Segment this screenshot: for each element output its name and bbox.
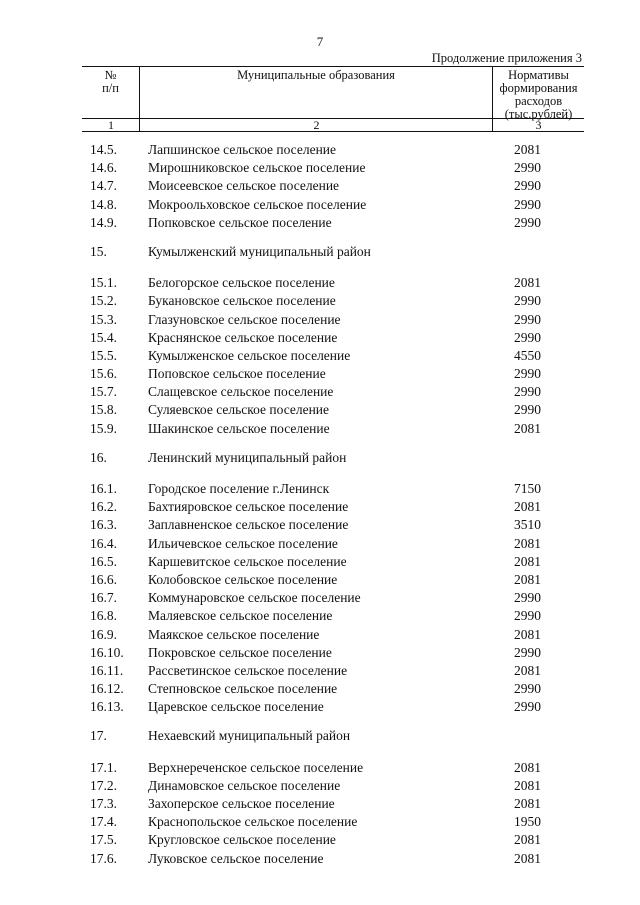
row-number: 15. (90, 243, 107, 259)
municipality-name: Белогорское сельское поселение (148, 275, 335, 291)
norm-value: 2990 (514, 366, 541, 382)
norm-value: 2990 (514, 590, 541, 606)
norm-value: 2081 (514, 142, 541, 157)
row-number: 15.3. (90, 311, 117, 327)
row-number: 14.9. (90, 214, 117, 230)
row-number: 15.8. (90, 402, 117, 418)
norm-value: 2990 (514, 311, 541, 327)
table-row (0, 777, 640, 795)
norm-value: 2990 (514, 384, 541, 400)
norm-value: 2990 (514, 214, 541, 230)
norm-value: 2081 (514, 850, 541, 866)
municipality-name: Слащевское сельское поселение (148, 384, 334, 400)
table-row (0, 813, 640, 831)
header-col-municipality: Муниципальные образования (140, 67, 493, 131)
norm-value: 2081 (514, 499, 541, 515)
municipality-name: Покровское сельское поселение (148, 644, 332, 660)
row-number: 16. (90, 449, 107, 465)
header-col-norms: Нормативы формирования расходов (тыс.рублей) (499, 68, 578, 121)
municipality-name: Поповское сельское поселение (148, 366, 326, 382)
norm-value: 2990 (514, 178, 541, 194)
table-row (0, 365, 640, 383)
table-row (0, 177, 640, 195)
municipality-name: Маякское сельское поселение (148, 626, 320, 642)
row-number: 17.5. (90, 832, 117, 848)
norm-value: 7150 (514, 481, 541, 496)
municipality-name: Лапшинское сельское поселение (148, 142, 337, 157)
table-row (0, 680, 640, 698)
row-number: 16.13. (90, 699, 124, 715)
row-number: 16.8. (90, 608, 117, 624)
row-number: 16.10. (90, 644, 124, 660)
municipality-name: Городское поселение г.Ленинск (148, 481, 330, 496)
table-row (0, 498, 640, 516)
municipality-name: Краснопольское сельское поселение (148, 814, 358, 830)
row-number: 16.7. (90, 590, 117, 606)
table-row (0, 698, 640, 716)
district-row (0, 727, 640, 745)
municipality-name: Каршевитское сельское поселение (148, 553, 347, 569)
norm-value: 2990 (514, 329, 541, 345)
municipality-name: Ильичевское сельское поселение (148, 535, 338, 551)
municipality-name: Маляевское сельское поселение (148, 608, 333, 624)
row-number: 16.2. (90, 499, 117, 515)
row-number: 17.2. (90, 777, 117, 793)
norm-value: 2081 (514, 275, 541, 291)
municipality-name: Кругловское сельское поселение (148, 832, 336, 848)
table-row (0, 607, 640, 625)
norm-value: 2081 (514, 832, 541, 848)
municipality-name: Коммунаровское сельское поселение (148, 590, 361, 606)
norm-value: 2990 (514, 160, 541, 176)
municipality-name: Нехаевский муниципальный район (148, 728, 351, 744)
column-number-row (82, 118, 584, 132)
norm-value: 2081 (514, 796, 541, 811)
municipality-name: Верхнереченское сельское поселение (148, 759, 364, 775)
norm-value: 2081 (514, 626, 541, 642)
table-row (0, 292, 640, 310)
row-number: 16.4. (90, 535, 117, 551)
norm-value: 2081 (514, 662, 541, 678)
municipality-name: Кумылженский муниципальный район (148, 243, 371, 259)
column-number-2: 2 (313, 118, 320, 132)
row-number: 16.12. (90, 681, 124, 697)
row-number: 15.2. (90, 293, 117, 309)
table-row (0, 383, 640, 401)
norm-value: 1950 (514, 814, 541, 830)
municipality-name: Суляевское сельское поселение (148, 402, 330, 418)
table-row (0, 662, 640, 680)
norm-value: 2990 (514, 608, 541, 624)
row-number: 14.5. (90, 142, 117, 157)
municipality-name: Глазуновское сельское поселение (148, 311, 341, 327)
row-number: 16.11. (90, 662, 124, 678)
row-number: 14.8. (90, 196, 117, 212)
municipality-name: Рассветинское сельское поселение (148, 662, 348, 678)
municipality-name: Шакинское сельское поселение (148, 420, 330, 436)
table-row (0, 329, 640, 347)
table-row (0, 311, 640, 329)
table-row (0, 401, 640, 419)
row-number: 17.3. (90, 796, 117, 811)
row-number: 16.5. (90, 553, 117, 569)
table-row (0, 831, 640, 849)
norm-value: 2990 (514, 681, 541, 697)
norm-value: 2081 (514, 553, 541, 569)
row-number: 17. (90, 728, 107, 744)
table-row (0, 589, 640, 607)
table-row (0, 795, 640, 813)
continuation-note: Продолжение приложения 3 (431, 51, 582, 65)
municipality-name: Степновское сельское поселение (148, 681, 338, 697)
norm-value: 2990 (514, 196, 541, 212)
district-row (0, 243, 640, 261)
row-number: 15.7. (90, 384, 117, 400)
row-number: 16.3. (90, 517, 117, 533)
district-row (0, 449, 640, 467)
norm-value: 4550 (514, 347, 541, 363)
municipality-name: Мирошниковское сельское поселение (148, 160, 366, 176)
row-number: 16.1. (90, 481, 117, 496)
norm-value: 2990 (514, 699, 541, 715)
municipality-name: Царевское сельское поселение (148, 699, 324, 715)
table-body (0, 141, 640, 868)
table-row (0, 141, 640, 159)
row-number: 15.4. (90, 329, 117, 345)
row-number: 15.9. (90, 420, 117, 436)
municipality-name: Моисеевское сельское поселение (148, 178, 340, 194)
norm-value: 2081 (514, 759, 541, 775)
norm-value: 2081 (514, 571, 541, 587)
municipality-name: Ленинский муниципальный район (148, 449, 347, 465)
row-number: 16.6. (90, 571, 117, 587)
norm-value: 2990 (514, 293, 541, 309)
table-row (0, 553, 640, 571)
municipality-name: Краснянское сельское поселение (148, 329, 338, 345)
row-number: 17.4. (90, 814, 117, 830)
municipality-name: Букановское сельское поселение (148, 293, 336, 309)
row-number: 15.6. (90, 366, 117, 382)
table-row (0, 759, 640, 777)
municipality-name: Луковское сельское поселение (148, 850, 324, 866)
table-row (0, 516, 640, 534)
row-number: 16.9. (90, 626, 117, 642)
norm-value: 2081 (514, 777, 541, 793)
table-row (0, 571, 640, 589)
municipality-name: Бахтияровское сельское поселение (148, 499, 349, 515)
municipality-name: Мокроольховское сельское поселение (148, 196, 367, 212)
table-row (0, 347, 640, 365)
municipality-name: Динамовское сельское поселение (148, 777, 341, 793)
municipality-name: Заплавненское сельское поселение (148, 517, 349, 533)
municipality-name: Колобовское сельское поселение (148, 571, 338, 587)
norm-value: 3510 (514, 517, 541, 533)
row-number: 17.1. (90, 759, 117, 775)
table-row (0, 274, 640, 292)
table-row (0, 644, 640, 662)
municipality-name: Попковское сельское поселение (148, 214, 332, 230)
row-number: 15.1. (90, 275, 117, 291)
row-number: 15.5. (90, 347, 117, 363)
row-number: 17.6. (90, 850, 117, 866)
row-number: 14.6. (90, 160, 117, 176)
table-row (0, 159, 640, 177)
table-row (0, 214, 640, 232)
municipality-name: Кумылженское сельское поселение (148, 347, 351, 363)
table-header (82, 66, 584, 132)
norm-value: 2081 (514, 535, 541, 551)
column-number-1: 1 (108, 118, 114, 132)
table-row (0, 196, 640, 214)
page-number: 7 (316, 34, 324, 49)
column-number-3: 3 (535, 118, 542, 132)
row-number: 14.7. (90, 178, 117, 194)
norm-value: 2081 (514, 420, 541, 436)
norm-value: 2990 (514, 402, 541, 418)
header-col-number: № п/п (82, 67, 140, 131)
table-row (0, 850, 640, 868)
table-row (0, 535, 640, 553)
norm-value: 2990 (514, 644, 541, 660)
municipality-name: Захоперское сельское поселение (148, 796, 335, 811)
table-row (0, 626, 640, 644)
table-row (0, 420, 640, 438)
table-row (0, 480, 640, 498)
